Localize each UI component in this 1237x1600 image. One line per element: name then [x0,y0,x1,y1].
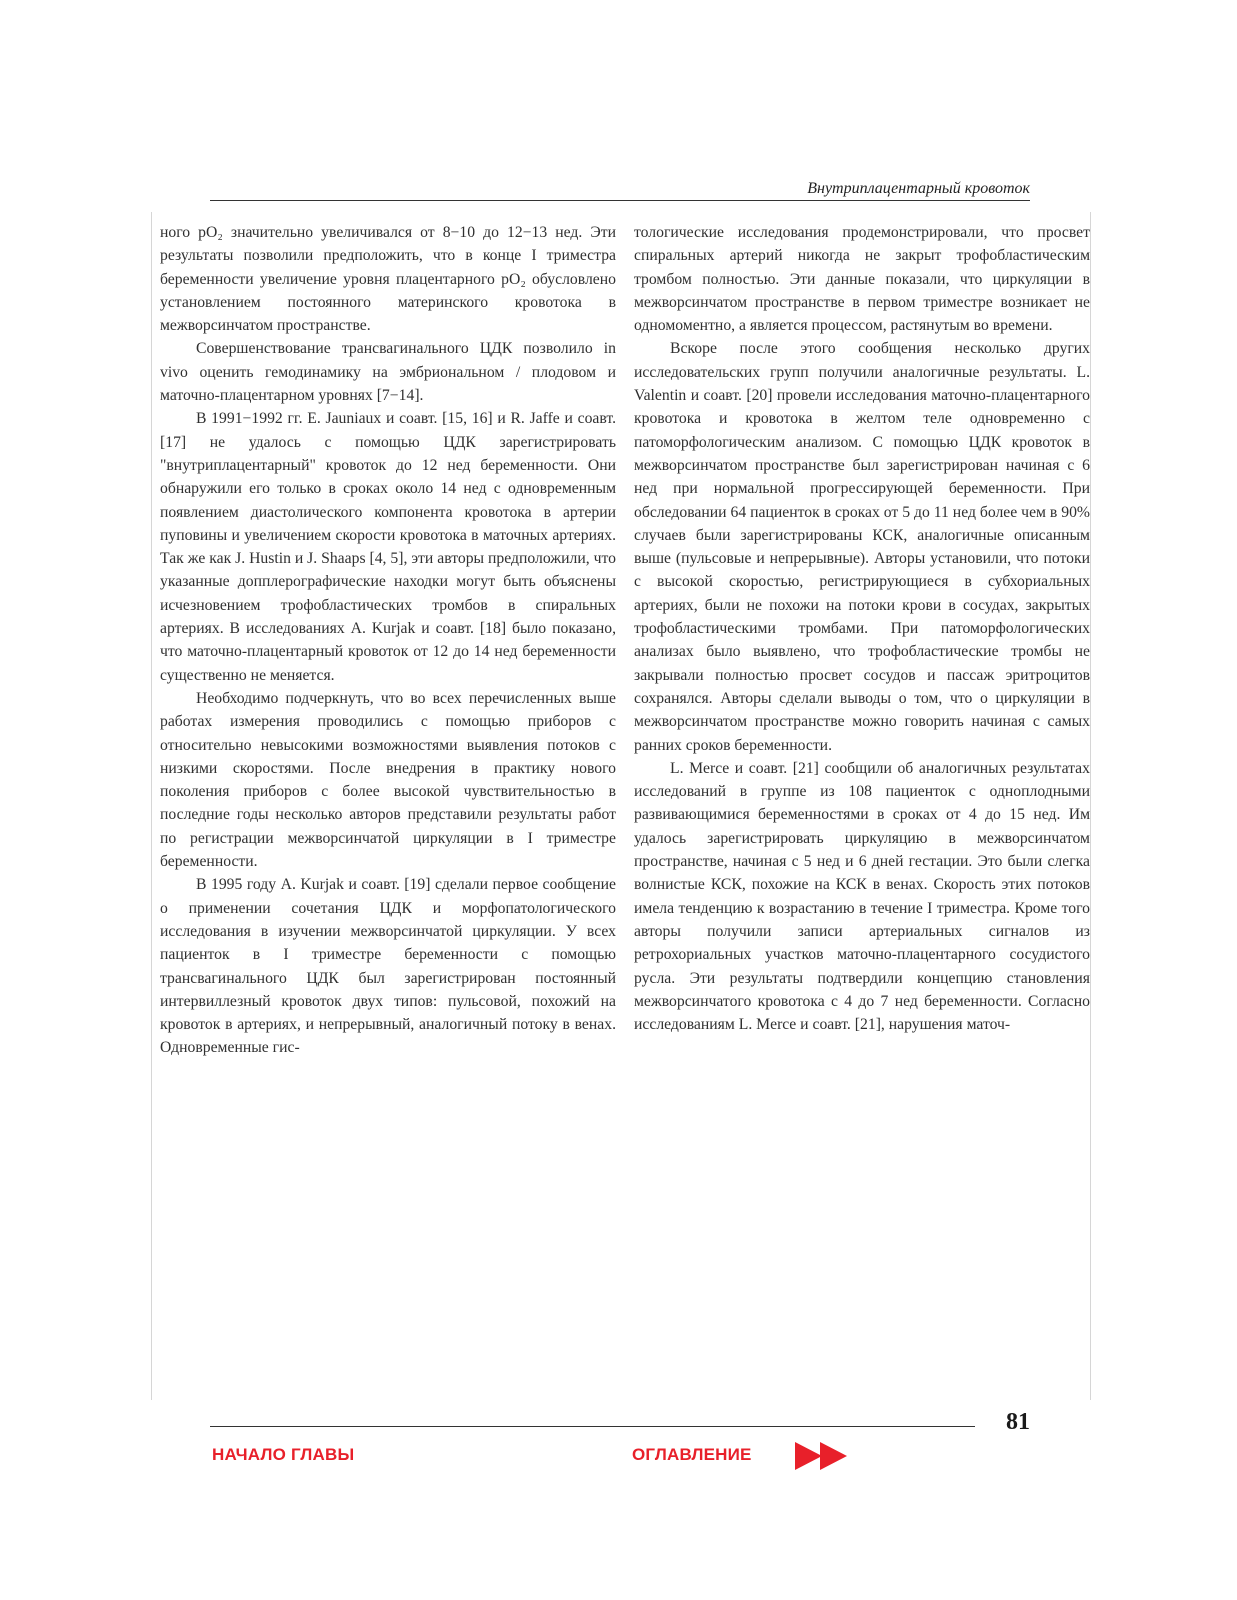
paragraph: В 1991−1992 гг. E. Jauniaux и соавт. [15, 16] и R. Jaffe и соавт. [17] не удалось с помощью ЦДК зарегистрировать "внутриплацентарный" кровоток до 12 нед беременности. Они обнаружили его только в сроках около 14 нед с одновременным появлением диастолического компонента кровотока в артерии пуповины и увеличением скорости кровотока в маточных артериях. Так же как J. Hustin и J. Shaaps [4, 5], эти авторы предположили, что указанные допплерографические находки могут быть объяснены исчезновением трофобластических тромбов в спиральных артериях. В исследованиях A. Kurjak и соавт. [18] было показано, что маточно-плацентарный кровоток от 12 до 14 нед беременности существенно не меняется. [160,410,616,684]
paragraph: тологические исследования продемонстрировали, что просвет спиральных артерий никогда не закрыт трофобластическим тромбом полностью. Эти данные показали, что циркуляции в межворсинчатом пространстве в первом триместре возникает не одномоментно, а является процессом, растянутым во времени. [634,224,1090,335]
paragraph: В 1995 году A. Kurjak и соавт. [19] сделали первое сообщение о применении сочетания ЦДК и морфопатологического исследования в изучении межворсинчатой циркуляции. У всех пациенток в I триместре беременности с помощью трансвагинального ЦДК был зарегистрирован постоянный интервиллезный кровоток двух типов: пульсовой, похожий на кровоток в артериях, и непрерывный, аналогичный потоку в венах. Одновременные гис- [160,876,616,1057]
arrow-shape-2 [820,1442,847,1470]
table-of-contents-link[interactable]: ОГЛАВЛЕНИЕ [632,1445,752,1464]
chapter-start-link[interactable]: НАЧАЛО ГЛАВЫ [212,1445,355,1464]
text-column-right [634,221,1090,1036]
paragraph: L. Merce и соавт. [21] сообщили об аналогичных результатах исследований в группе из 108 пациенток с одноплодными развивающимися беременностями в сроках от 4 до 15 нед. Им удалось зарегистрировать циркуляцию в межворсинчатом пространстве, начиная с 5 нед и 6 дней гестации. Это были слегка волнистые КСК, похожие на КСК в венах. Скорость этих потоков имела тенденцию к возрастанию в течение I триместра. Кроме того авторы получили записи артериальных сигналов из ретрохориальных участков маточно-плацентарного сосудистого русла. Эти результаты подтвердили концепцию становления межворсинчатого кровотока с 4 до 7 нед беременности. Согласно исследованиям L. Merce и соавт. [21], нарушения маточ- [634,759,1090,1034]
scan-edge-left [151,212,152,1400]
double-arrow-right-icon[interactable] [795,1442,849,1470]
paragraph: Необходимо подчеркнуть, что во всех перечисленных выше работах измерения проводились с помощью приборов с относительно невысокими возможностями выявления потоков с низкими скоростями. После внедрения в практику нового поколения приборов с более высокой чувствительностью в последние годы несколько авторов представили результаты работ по регистрации межворсинчатой циркуляции в I триместре беременности. [160,689,616,871]
arrow-shape-1 [795,1442,822,1470]
paragraph: ного pO₂ значительно увеличивался от 8−10 до 12−13 нед. Эти результаты позволили предположить, что в конце I триместра беременности увеличение уровня плацентарного pO₂ обусловлено установлением постоянного материнского кровотока в межворсинчатом пространстве. [160,224,616,335]
scan-edge-right [1090,212,1091,1400]
header-rule [210,200,1030,201]
paragraph: Вскоре после этого сообщения несколько других исследовательских групп получили аналогичные результаты. L. Valentin и соавт. [20] провели исследования маточно-плацентарного кровотока и кровотока в желтом теле одновременно с патоморфологическим анализом. С помощью ЦДК кровоток в межворсинчатом пространстве был зарегистрирован начиная с 6 нед при нормальной прогрессирующей беременности. При обследовании 64 пациенток в сроках от 5 до 11 нед более чем в 90% случаев были зарегистрированы КСК, аналогичные описанным выше (пульсовые и непрерывные). Авторы установили, что потоки с высокой скоростью, регистрирующиеся в субхориальных артериях, были не похожи на потоки крови в сосудах, закрытых трофобластическими тромбами. При патоморфологических анализах было выявлено, что трофобластические тромбы не закрывали полностью просвет сосудов и пассаж эритроцитов сохранялся. Авторы сделали выводы о том, что о циркуляции в межворсинчатом пространстве можно говорить начиная с самых ранних сроков беременности. [634,340,1090,754]
text-column-left [160,221,616,1060]
paragraph: Совершенствование трансвагинального ЦДК позволило in vivo оценить гемодинамику на эмбриональном / плодовом и маточно-плацентарном уровнях [7−14]. [160,340,616,405]
page-number: 81 [1006,1409,1030,1435]
footer-rule [210,1426,975,1427]
running-head: Внутриплацентарный кровоток [807,180,1030,197]
